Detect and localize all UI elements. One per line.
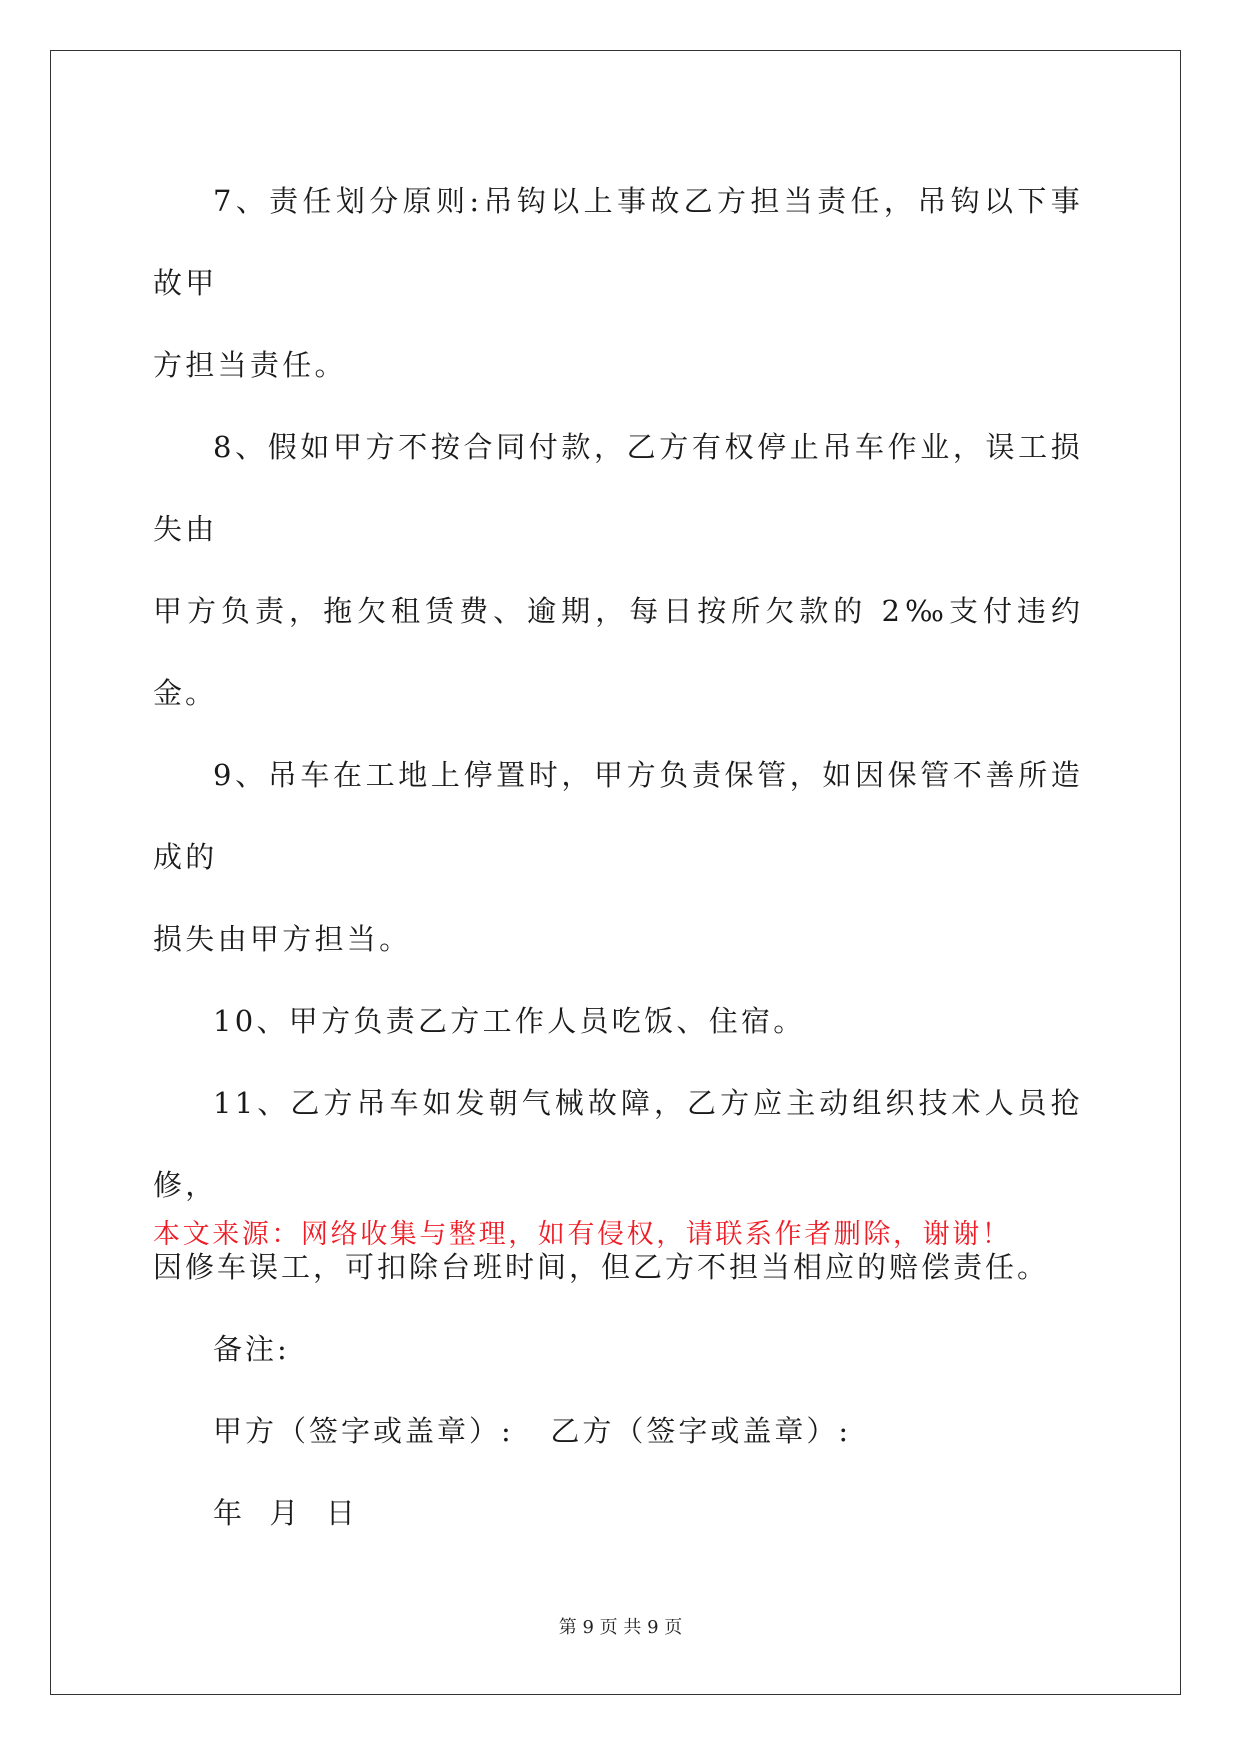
remark-label: 备注: — [213, 1332, 290, 1366]
document-body — [153, 160, 1083, 1554]
page-number-footer: 第 9 页 共 9 页 — [558, 1617, 683, 1638]
clause-9-line-1: 9、吊车在工地上停置时，甲方负责保管，如因保管不善所造成的 — [153, 758, 1083, 874]
source-notice: 本文来源：网络收集与整理，如有侵权，请联系作者删除，谢谢！ — [153, 1219, 1012, 1250]
clause-8-line-1: 8、假如甲方不按合同付款，乙方有权停止吊车作业，误工损失由 — [153, 430, 1083, 546]
date-line: 年 月 日 — [213, 1496, 358, 1530]
clause-7-line-1: 7、责任划分原则:吊钩以上事故乙方担当责任，吊钩以下事故甲 — [153, 184, 1083, 300]
clause-9-line-2: 损失由甲方担当。 — [153, 922, 412, 956]
clause-11-line-2: 因修车误工，可扣除台班时间，但乙方不担当相应的赔偿责任。 — [153, 1250, 1050, 1284]
clause-8-line-2: 甲方负责，拖欠租赁费、逾期，每日按所欠款的 2‰支付违约金。 — [153, 594, 1083, 710]
clause-10: 10、甲方负责乙方工作人员吃饭、住宿。 — [213, 1004, 806, 1038]
clause-11-line-1: 11、乙方吊车如发朝气械故障，乙方应主动组织技术人员抢修， — [153, 1086, 1083, 1202]
signature-line: 甲方（签字或盖章）: 乙方（签字或盖章）: — [213, 1414, 852, 1448]
clause-7-line-2: 方担当责任。 — [153, 348, 347, 382]
